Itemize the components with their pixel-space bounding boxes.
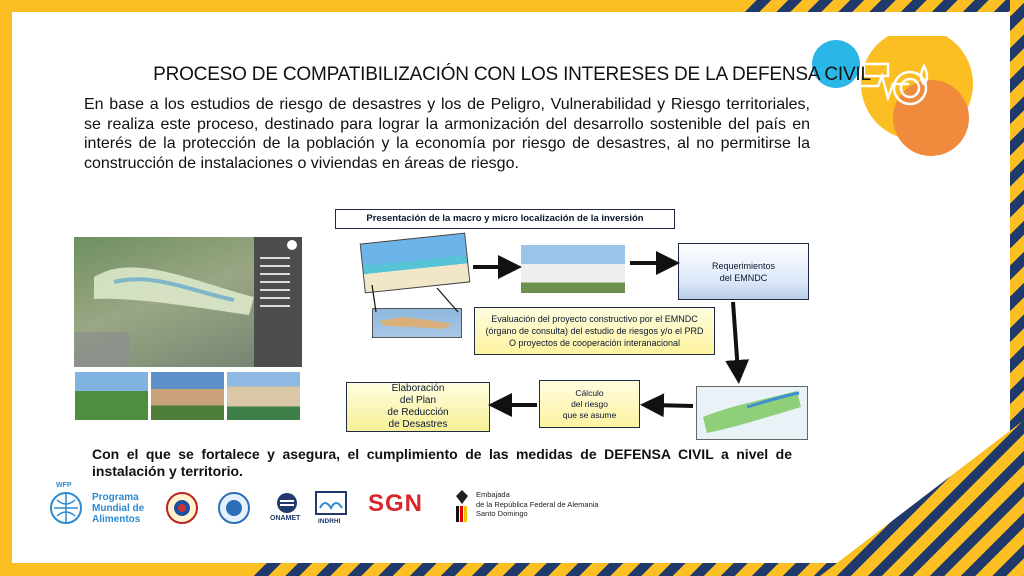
onamet-icon [276,492,298,514]
embassy-line-3: Santo Domingo [476,509,528,518]
indrhi-label: INDRHI [318,518,341,525]
requirements-line-1: Requerimientos [711,260,776,271]
evaluation-line-3: O proyectos de cooperación interanacional [508,338,681,348]
flow-box-requirements [678,243,809,300]
embassy-text [476,490,599,519]
plan-line-2: del Plan [399,395,437,406]
institution-seal-icon [218,492,250,524]
page-title: PROCESO DE COMPATIBILIZACIÓN CON LOS INTERESES DE LA DEFENSA CIVIL [153,64,871,85]
photo-golf-course [75,372,148,420]
civil-defense-seal-icon [166,492,198,524]
orange-circle [893,80,969,156]
german-eagle-flag-icon [452,488,472,524]
intro-paragraph: En base a los estudios de riesgo de desastres y los de Peligro, Vulnerabilidad y Riesgo territoriales, se realiza este proceso, destinado para lograr la armonización del desarrollo sostenible del país en interés de la protección de la población y la economía por riesgo de desastres, al no permitirse la construcción de instalaciones o viviendas en áreas de riesgo. [84,96,810,172]
embassy-line-2: de la República Federal de Alemania [476,499,599,509]
evaluation-line-2: (órgano de consulta) del estudio de riesgos y/o el PRD [485,326,704,336]
flow-box-plan [346,382,490,432]
wfp-name-line-3: Alimentos [92,514,141,525]
wfp-abbr: WFP [56,482,72,489]
flow-box-localization: Presentación de la macro y micro localización de la inversión [335,209,675,229]
embassy-line-1: Embajada [476,490,510,499]
calculation-line-3: que se asume [562,409,617,420]
wfp-name [92,492,144,525]
sgn-logo: SGN [368,490,424,517]
indrhi-icon [314,490,348,516]
frame-stripes-top [740,0,1024,12]
plan-line-4: de Desastres [388,419,448,430]
conclusion-text: Con el que se fortalece y asegura, el cumplimiento de las medidas de DEFENSA CIVIL a nivel de instalación y territorio. [92,446,792,479]
wfp-name-line-2: Mundial de [92,503,145,514]
flow-box-evaluation [474,307,715,355]
wfp-emblem-icon [44,484,88,528]
requirements-line-2: del EMNDC [719,272,768,283]
photo-building [521,245,625,293]
map-country [372,308,462,338]
calculation-line-1: Cálculo [575,387,604,398]
calculation-line-2: del riesgo [571,398,608,409]
photo-resort [227,372,300,420]
map-risk-zones [696,386,808,440]
photo-villa [151,372,224,420]
wfp-name-line-1: Programa [92,492,139,503]
decorative-circles [806,36,976,166]
evaluation-line-1: Evaluación del proyecto constructivo por el EMNDC [491,314,698,324]
site-plan-map [74,237,302,367]
onamet-label: ONAMET [270,515,301,522]
plan-line-1: Elaboración [391,383,445,394]
plan-line-3: de Reducción [387,407,449,418]
flow-box-calculation [539,380,640,428]
